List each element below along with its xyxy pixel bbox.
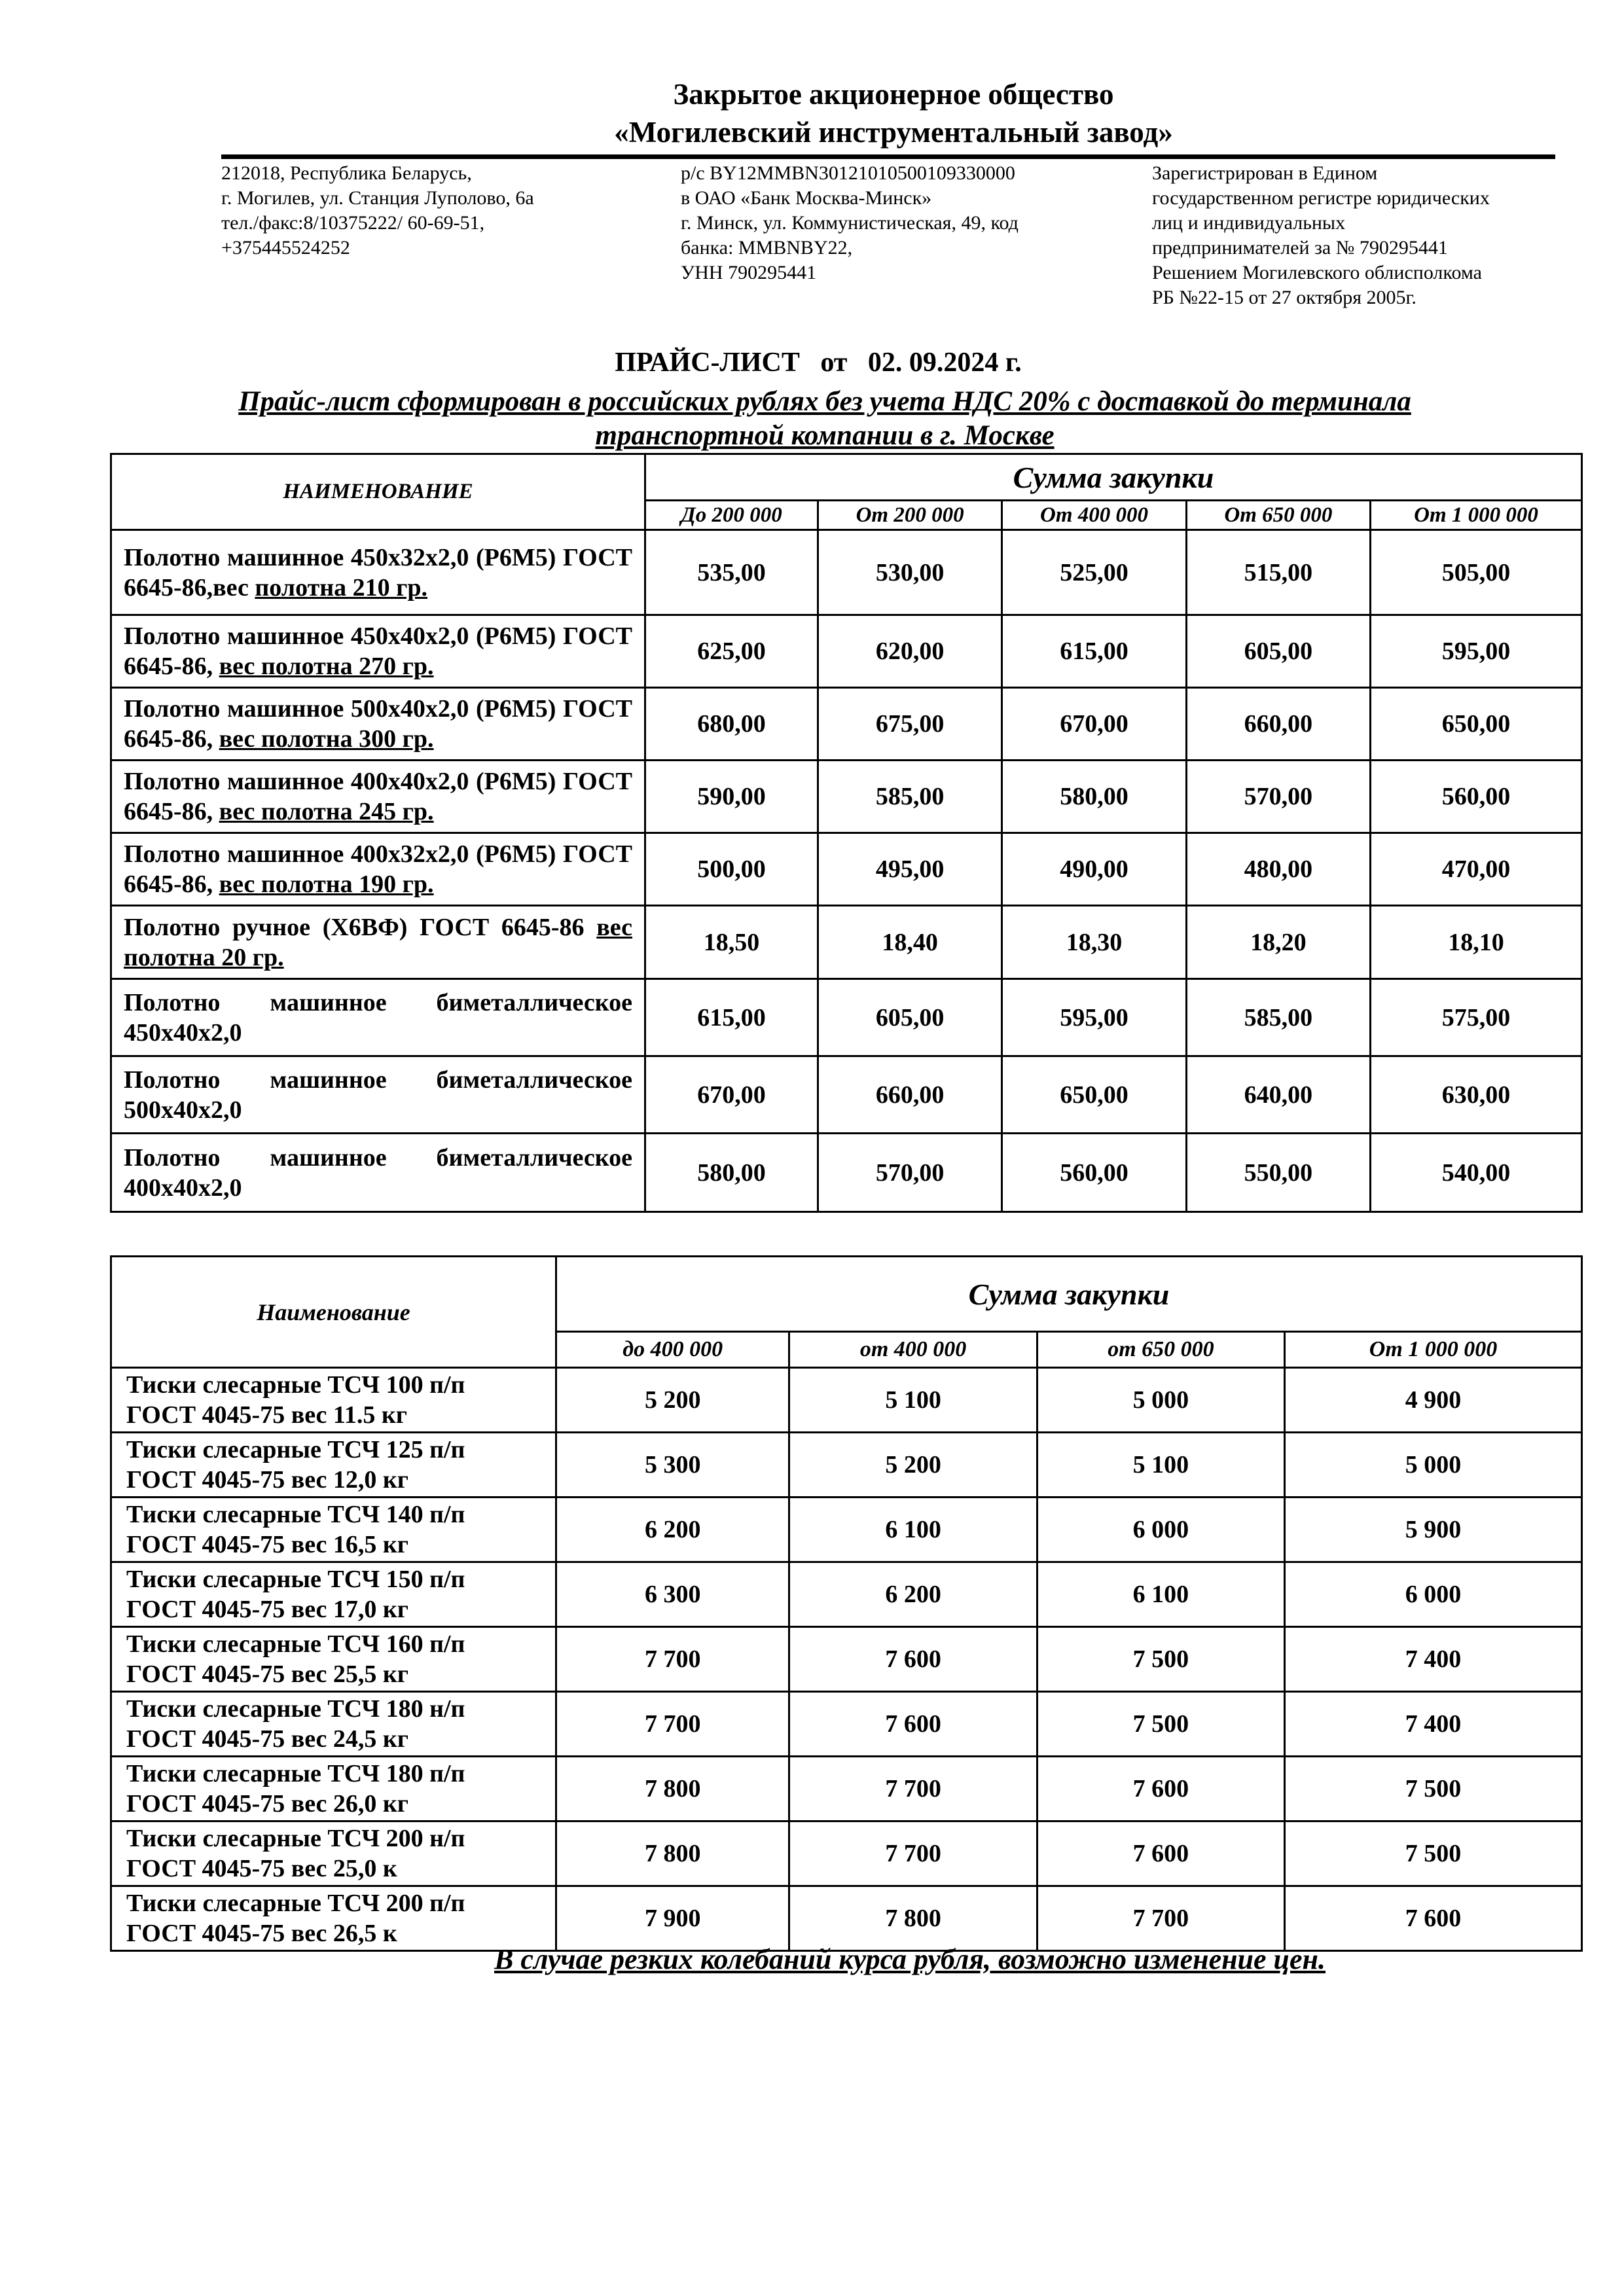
product-spec: ГОСТ 4045-75 вес 12,0 кг <box>126 1466 409 1494</box>
table-row <box>111 1368 1582 1433</box>
address-block <box>221 161 534 260</box>
product-spec: ГОСТ 4045-75 вес 17,0 кг <box>126 1596 409 1623</box>
product-name: Тиски слесарные ТСЧ 180 п/п <box>126 1760 465 1787</box>
price-cell: 18,20 <box>1186 906 1370 979</box>
product-weight: вес полотна 245 гр. <box>219 798 434 825</box>
product-name-cell <box>111 1498 556 1562</box>
registration-line: РБ №22-15 от 27 октября 2005г. <box>1152 287 1416 308</box>
pricelist-title: ПРАЙС-ЛИСТ от 02. 09.2024 г. <box>615 348 1022 378</box>
address-line: тел./факс:8/10375222/ 60-69-51, <box>221 212 485 234</box>
product-name: Полотно машинное 400х32х2,0 (Р6М5) ГОСТ 6645-86, <box>124 840 632 898</box>
tier-column-header: от 650 000 <box>1037 1332 1284 1368</box>
product-name: Полотно машинное биметаллическое 500х40х2,0 <box>124 1066 632 1124</box>
bank-line: в ОАО «Банк Москва-Минск» <box>681 187 932 209</box>
table-row <box>111 761 1582 833</box>
vises-price-table <box>110 1255 1583 1952</box>
price-cell: 640,00 <box>1186 1056 1370 1134</box>
table-row <box>111 1562 1582 1627</box>
product-name-cell <box>111 1692 556 1757</box>
price-cell: 670,00 <box>645 1056 818 1134</box>
price-cell: 620,00 <box>818 615 1001 688</box>
address-line: г. Могилев, ул. Станция Луполово, 6а <box>221 187 534 209</box>
address-line: 212018, Республика Беларусь, <box>221 162 472 184</box>
table-row <box>111 833 1582 906</box>
price-cell: 5 100 <box>1037 1433 1284 1498</box>
price-cell: 7 500 <box>1285 1757 1582 1821</box>
price-cell: 7 800 <box>556 1757 789 1821</box>
tier-column-header: От 1 000 000 <box>1371 501 1582 530</box>
purchase-sum-header: Сумма закупки <box>556 1257 1582 1332</box>
price-cell: 675,00 <box>818 688 1001 761</box>
price-cell: 530,00 <box>818 530 1001 615</box>
price-cell: 650,00 <box>1002 1056 1186 1134</box>
table-row <box>111 1627 1582 1692</box>
product-name: Полотно машинное 500х40х2,0 (Р6М5) ГОСТ 6645-86, <box>124 695 632 753</box>
price-cell: 480,00 <box>1186 833 1370 906</box>
price-cell: 7 600 <box>1285 1886 1582 1951</box>
registration-line: лиц и индивидуальных <box>1152 212 1346 234</box>
price-cell: 6 100 <box>1037 1562 1284 1627</box>
product-weight: вес полотна 270 гр. <box>219 653 434 680</box>
price-cell: 630,00 <box>1371 1056 1582 1134</box>
registration-line: Решением Могилевского облисполкома <box>1152 262 1482 283</box>
product-spec: ГОСТ 4045-75 вес 16,5 кг <box>126 1531 409 1558</box>
product-name-cell <box>111 833 645 906</box>
tier-column-header: От 200 000 <box>818 501 1001 530</box>
product-name: Полотно машинное 450х40х2,0 (Р6М5) ГОСТ 6645-86, <box>124 622 632 680</box>
price-cell: 680,00 <box>645 688 818 761</box>
blades-price-table <box>110 453 1583 1213</box>
table-row <box>111 906 1582 979</box>
bank-line: г. Минск, ул. Коммунистическая, 49, код <box>681 212 1019 234</box>
name-column-header: НАИМЕНОВАНИЕ <box>111 454 645 530</box>
price-cell: 660,00 <box>1186 688 1370 761</box>
product-name: Тиски слесарные ТСЧ 200 н/п <box>126 1825 465 1852</box>
price-cell: 5 200 <box>556 1368 789 1433</box>
price-cell: 5 000 <box>1037 1368 1284 1433</box>
price-cell: 570,00 <box>1186 761 1370 833</box>
price-cell: 6 100 <box>789 1498 1037 1562</box>
product-name-cell <box>111 1368 556 1433</box>
bank-line: банка: MMBNBY22, <box>681 237 853 259</box>
price-cell: 560,00 <box>1002 1134 1186 1212</box>
tier-column-header: До 200 000 <box>645 501 818 530</box>
registration-line: Зарегистрирован в Едином <box>1152 162 1378 184</box>
price-cell: 5 000 <box>1285 1433 1582 1498</box>
product-spec: ГОСТ 4045-75 вес 25,5 кг <box>126 1660 409 1688</box>
product-name: Полотно машинное биметаллическое 450х40х2,0 <box>124 988 632 1047</box>
registration-line: государственном регистре юридических <box>1152 187 1490 209</box>
table-header-row <box>111 454 1582 501</box>
product-weight: вес полотна 190 гр. <box>219 870 434 898</box>
registration-line: предпринимателей за № 790295441 <box>1152 237 1448 259</box>
table-row <box>111 530 1582 615</box>
price-cell: 580,00 <box>1002 761 1186 833</box>
price-cell: 515,00 <box>1186 530 1370 615</box>
price-cell: 490,00 <box>1002 833 1186 906</box>
product-name: Полотно машинное биметаллическое 400х40х2,0 <box>124 1143 632 1202</box>
price-cell: 560,00 <box>1371 761 1582 833</box>
table-row <box>111 1433 1582 1498</box>
price-cell: 7 500 <box>1285 1821 1582 1886</box>
product-name: Тиски слесарные ТСЧ 180 н/п <box>126 1695 465 1723</box>
bank-line: УНН 790295441 <box>681 262 817 283</box>
price-cell: 7 600 <box>1037 1821 1284 1886</box>
product-name: Полотно ручное (Х6ВФ) ГОСТ 6645-86 <box>124 913 597 941</box>
product-name-cell <box>111 1056 645 1134</box>
price-cell: 525,00 <box>1002 530 1186 615</box>
price-cell: 625,00 <box>645 615 818 688</box>
price-cell: 7 900 <box>556 1886 789 1951</box>
price-cell: 575,00 <box>1371 979 1582 1056</box>
price-cell: 470,00 <box>1371 833 1582 906</box>
registration-block <box>1152 161 1490 310</box>
price-cell: 7 400 <box>1285 1692 1582 1757</box>
table-row <box>111 1886 1582 1951</box>
price-cell: 7 600 <box>1037 1757 1284 1821</box>
product-name-cell <box>111 1757 556 1821</box>
tier-column-header: от 400 000 <box>789 1332 1037 1368</box>
price-cell: 7 800 <box>556 1821 789 1886</box>
tier-column-header: От 650 000 <box>1186 501 1370 530</box>
product-name: Полотно машинное 450х32х2,0 (Р6М5) ГОСТ 6645-86,вес <box>124 543 632 601</box>
table-row <box>111 1134 1582 1212</box>
tier-column-header: до 400 000 <box>556 1332 789 1368</box>
product-weight: вес полотна 20 гр. <box>124 913 632 971</box>
bank-line: р/с BY12MMBN30121010500109330000 <box>681 162 1015 184</box>
price-cell: 7 500 <box>1037 1692 1284 1757</box>
price-cell: 670,00 <box>1002 688 1186 761</box>
product-name-cell <box>111 1134 645 1212</box>
price-cell: 6 200 <box>556 1498 789 1562</box>
price-cell: 495,00 <box>818 833 1001 906</box>
company-name-line1: Закрытое акционерное общество <box>673 78 1114 111</box>
price-cell: 18,50 <box>645 906 818 979</box>
product-spec: ГОСТ 4045-75 вес 24,5 кг <box>126 1725 409 1753</box>
price-cell: 18,10 <box>1371 906 1582 979</box>
product-name: Тиски слесарные ТСЧ 160 п/п <box>126 1630 465 1658</box>
product-name-cell <box>111 979 645 1056</box>
product-name: Тиски слесарные ТСЧ 200 п/п <box>126 1890 465 1917</box>
price-cell: 595,00 <box>1002 979 1186 1056</box>
price-cell: 5 900 <box>1285 1498 1582 1562</box>
product-name-cell <box>111 1562 556 1627</box>
product-name: Полотно машинное 400х40х2,0 (Р6М5) ГОСТ 6645-86, <box>124 768 632 825</box>
product-name-cell <box>111 688 645 761</box>
header-divider <box>221 154 1555 159</box>
price-cell: 650,00 <box>1371 688 1582 761</box>
table-row <box>111 1056 1582 1134</box>
price-cell: 570,00 <box>818 1134 1001 1212</box>
product-name-cell <box>111 1433 556 1498</box>
price-cell: 540,00 <box>1371 1134 1582 1212</box>
product-name-cell <box>111 761 645 833</box>
bank-details-block <box>681 161 1019 285</box>
price-cell: 7 700 <box>789 1821 1037 1886</box>
company-name-line2: «Могилевский инструментальный завод» <box>614 116 1173 149</box>
table-row <box>111 979 1582 1056</box>
price-cell: 5 200 <box>789 1433 1037 1498</box>
price-cell: 605,00 <box>1186 615 1370 688</box>
price-cell: 7 700 <box>556 1627 789 1692</box>
currency-fluctuation-note: В случае резких колебаний курса рубля, возможно изменение цен. <box>494 1943 1326 1975</box>
product-name-cell <box>111 906 645 979</box>
price-cell: 18,30 <box>1002 906 1186 979</box>
price-cell: 5 100 <box>789 1368 1037 1433</box>
price-cell: 585,00 <box>818 761 1001 833</box>
price-cell: 6 300 <box>556 1562 789 1627</box>
table-row <box>111 1821 1582 1886</box>
price-cell: 535,00 <box>645 530 818 615</box>
table-row <box>111 1692 1582 1757</box>
price-cell: 7 700 <box>556 1692 789 1757</box>
price-cell: 18,40 <box>818 906 1001 979</box>
product-name-cell <box>111 1627 556 1692</box>
address-line: +375445524252 <box>221 237 350 259</box>
price-cell: 7 400 <box>1285 1627 1582 1692</box>
price-cell: 5 300 <box>556 1433 789 1498</box>
product-spec: ГОСТ 4045-75 вес 26,0 кг <box>126 1790 409 1818</box>
price-cell: 7 600 <box>789 1692 1037 1757</box>
price-cell: 660,00 <box>818 1056 1001 1134</box>
table-row <box>111 688 1582 761</box>
price-cell: 6 000 <box>1285 1562 1582 1627</box>
price-cell: 7 800 <box>789 1886 1037 1951</box>
price-cell: 7 600 <box>789 1627 1037 1692</box>
price-cell: 4 900 <box>1285 1368 1582 1433</box>
price-cell: 7 700 <box>789 1757 1037 1821</box>
product-spec: ГОСТ 4045-75 вес 11.5 кг <box>126 1401 407 1429</box>
product-name-cell <box>111 1886 556 1951</box>
product-name-cell <box>111 615 645 688</box>
price-cell: 6 200 <box>789 1562 1037 1627</box>
product-spec: ГОСТ 4045-75 вес 26,5 к <box>126 1920 397 1947</box>
price-cell: 605,00 <box>818 979 1001 1056</box>
product-spec: ГОСТ 4045-75 вес 25,0 к <box>126 1855 397 1882</box>
company-name <box>223 75 1564 151</box>
table-row <box>111 1757 1582 1821</box>
price-cell: 6 000 <box>1037 1498 1284 1562</box>
product-weight: полотна 210 гр. <box>255 573 428 601</box>
price-cell: 590,00 <box>645 761 818 833</box>
price-cell: 580,00 <box>645 1134 818 1212</box>
product-name: Тиски слесарные ТСЧ 125 п/п <box>126 1436 465 1463</box>
product-name-cell <box>111 530 645 615</box>
price-cell: 615,00 <box>1002 615 1186 688</box>
pricelist-note: Прайс-лист сформирован в российских рублях без учета НДС 20% с доставкой до терминала транспортной компании в г. Москве <box>238 386 1411 451</box>
name-column-header: Наименование <box>111 1257 556 1368</box>
product-name: Тиски слесарные ТСЧ 150 п/п <box>126 1566 465 1593</box>
price-cell: 7 700 <box>1037 1886 1284 1951</box>
price-cell: 595,00 <box>1371 615 1582 688</box>
price-cell: 505,00 <box>1371 530 1582 615</box>
tier-column-header: От 400 000 <box>1002 501 1186 530</box>
price-cell: 585,00 <box>1186 979 1370 1056</box>
table-row <box>111 1498 1582 1562</box>
price-cell: 500,00 <box>645 833 818 906</box>
price-cell: 7 500 <box>1037 1627 1284 1692</box>
product-name: Тиски слесарные ТСЧ 100 п/п <box>126 1371 465 1399</box>
product-name-cell <box>111 1821 556 1886</box>
product-name: Тиски слесарные ТСЧ 140 п/п <box>126 1501 465 1528</box>
table-header-row <box>111 1257 1582 1332</box>
table-row <box>111 615 1582 688</box>
price-cell: 615,00 <box>645 979 818 1056</box>
tier-column-header: От 1 000 000 <box>1285 1332 1582 1368</box>
price-cell: 550,00 <box>1186 1134 1370 1212</box>
product-weight: вес полотна 300 гр. <box>219 725 434 753</box>
purchase-sum-header: Сумма закупки <box>645 454 1582 501</box>
